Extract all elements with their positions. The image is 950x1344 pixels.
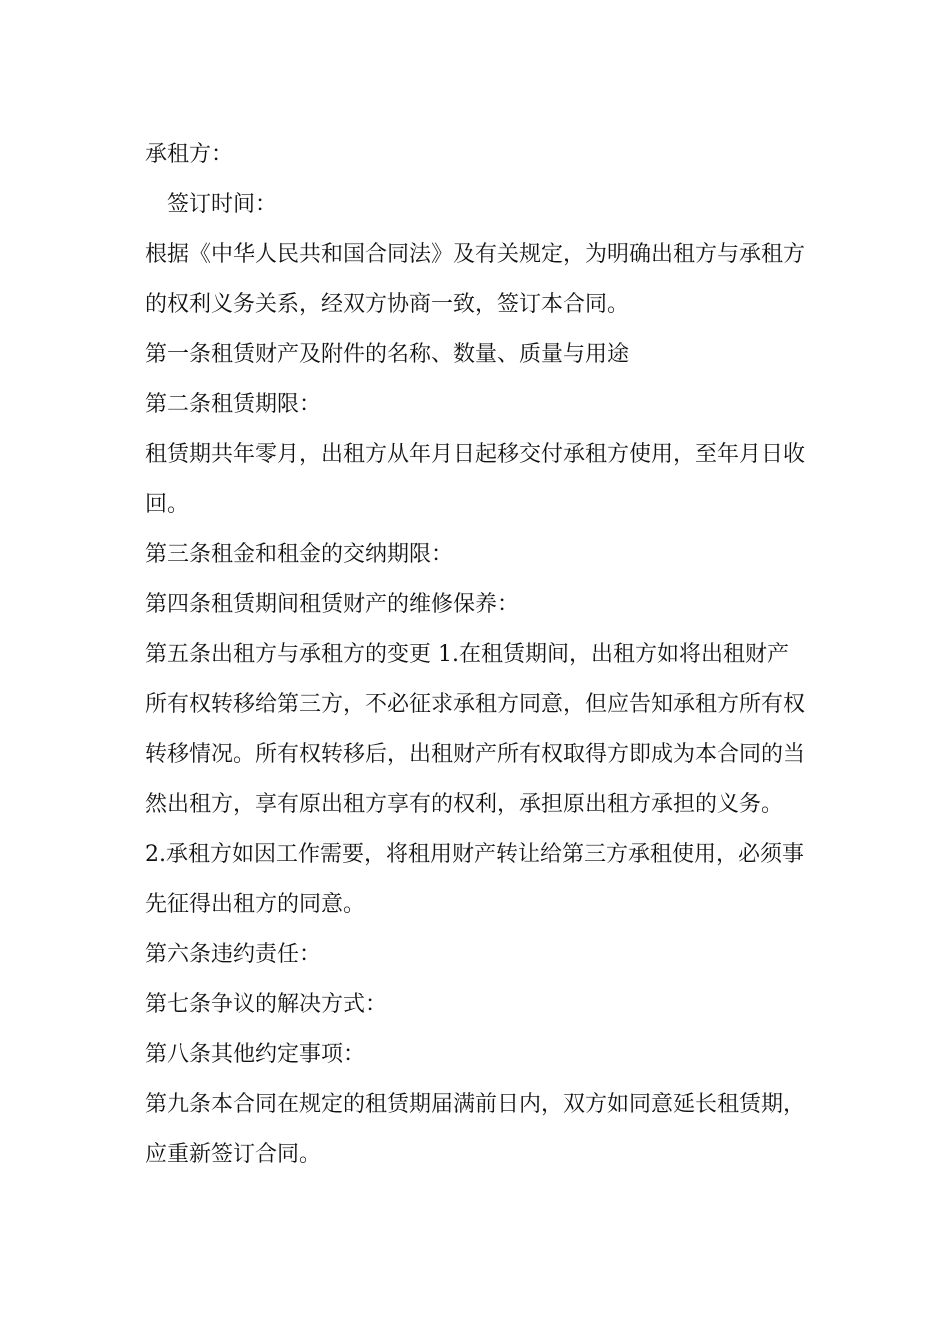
article-9-paragraph: 第九条本合同在规定的租赁期届满前日内，双方如同意延长租赁期，应重新签订合同。 [145, 1092, 806, 1167]
article-4-heading: 第四条租赁期间租赁财产的维修保养： [145, 592, 520, 617]
article-2-heading: 第二条租赁期限： [145, 392, 322, 417]
lease-term-paragraph: 租赁期共年零月，出租方从年月日起移交付承租方使用，至年月日收回。 [145, 442, 806, 517]
article-8-heading: 第八条其他约定事项： [145, 1042, 366, 1067]
article-5-paragraph: 第五条出租方与承租方的变更 1.在租赁期间，出租方如将出租财产所有权转移给第三方，不必征求承租方同意，但应告知承租方所有权转移情况。所有权转移后，出租财产所有权取得方即成为本合同的当然出租方，享有原出租方享有的权利，承担原出租方承担的义务。 [145, 642, 806, 817]
article-3-heading: 第三条租金和租金的交纳期限： [145, 542, 454, 567]
lessee-line: 承租方： [145, 142, 234, 167]
signing-date-line: 签订时间： [167, 192, 278, 217]
article-1-heading: 第一条租赁财产及附件的名称、数量、质量与用途 [145, 342, 630, 367]
article-6-heading: 第六条违约责任： [145, 942, 322, 967]
preamble-paragraph: 根据《中华人民共和国合同法》及有关规定，为明确出租方与承租方的权利义务关系，经双方协商一致，签订本合同。 [145, 242, 806, 317]
article-7-heading: 第七条争议的解决方式： [145, 992, 388, 1017]
contract-body [145, 130, 810, 1180]
article-5-clause-2: 2.承租方如因工作需要，将租用财产转让给第三方承租使用，必须事先征得出租方的同意。 [145, 842, 804, 917]
